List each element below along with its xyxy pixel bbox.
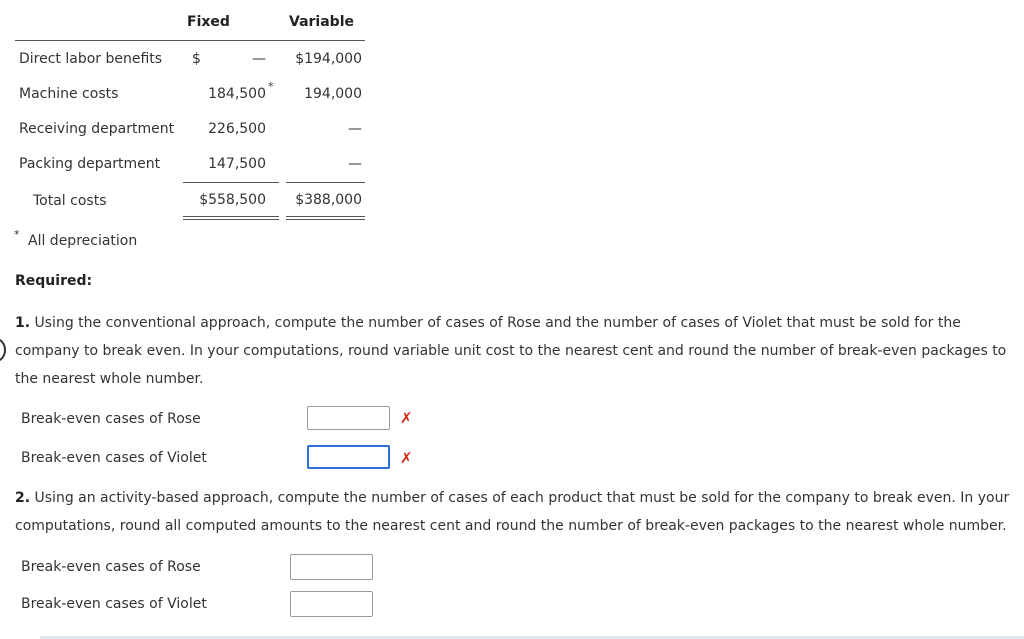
row-label: Machine costs	[19, 86, 119, 102]
part1-number: 1.	[15, 315, 31, 331]
incorrect-x-icon: ✗	[400, 409, 413, 427]
fixed-value: 147,500	[208, 156, 266, 172]
header-rule	[15, 40, 365, 41]
row-label: Packing department	[19, 156, 161, 172]
subtotal-rule-fixed	[183, 182, 279, 183]
variable-value: 194,000	[304, 86, 362, 102]
fixed-value: 226,500	[208, 121, 266, 137]
header-variable: Variable	[289, 14, 354, 30]
total-double-rule-variable	[286, 216, 365, 220]
variable-value: $194,000	[295, 51, 362, 67]
required-heading: Required:	[15, 273, 93, 289]
fixed-value: 184,500	[208, 86, 266, 102]
header-fixed: Fixed	[187, 14, 230, 30]
part2-text: Using an activity-based approach, compute the number of cases of each product that must be sold for the company to break even. In your computations, round all computed amounts to the nearest cent and round the number of break-even packages to the nearest whole number.	[15, 490, 1010, 534]
field-label: Break-even cases of Violet	[21, 596, 207, 612]
total-label: Total costs	[33, 193, 107, 209]
footnote-marker: *	[268, 80, 274, 93]
field-label: Break-even cases of Violet	[21, 450, 207, 466]
total-variable: $388,000	[295, 192, 362, 208]
fixed-value: —	[252, 51, 266, 67]
currency-sign: $	[192, 51, 201, 67]
row-label: Receiving department	[19, 121, 175, 137]
part1-instructions	[15, 309, 1020, 393]
incorrect-x-icon: ✗	[400, 449, 413, 467]
footnote-marker: *	[14, 228, 20, 241]
field-label: Break-even cases of Rose	[21, 411, 201, 427]
total-double-rule-fixed	[183, 216, 279, 220]
field-label: Break-even cases of Rose	[21, 559, 201, 575]
footnote-text: All depreciation	[28, 233, 138, 249]
break-even-violet-input-2[interactable]	[290, 591, 373, 617]
break-even-rose-input-1[interactable]	[307, 406, 390, 430]
total-fixed: $558,500	[199, 192, 266, 208]
variable-value: —	[348, 121, 362, 137]
variable-value: —	[348, 156, 362, 172]
part2-number: 2.	[15, 490, 31, 506]
row-label: Direct labor benefits	[19, 51, 163, 67]
part1-text: Using the conventional approach, compute the number of cases of Rose and the number of cases of Violet that must be sold for the company to break even. In your computations, round variable unit cost to the nearest cent and round the number of break-even packages to the nearest whole number.	[15, 315, 1007, 387]
break-even-violet-input-1[interactable]	[307, 445, 390, 469]
subtotal-rule-variable	[286, 182, 365, 183]
question-marker-icon	[0, 338, 6, 362]
break-even-rose-input-2[interactable]	[290, 554, 373, 580]
part2-instructions	[15, 484, 1020, 540]
